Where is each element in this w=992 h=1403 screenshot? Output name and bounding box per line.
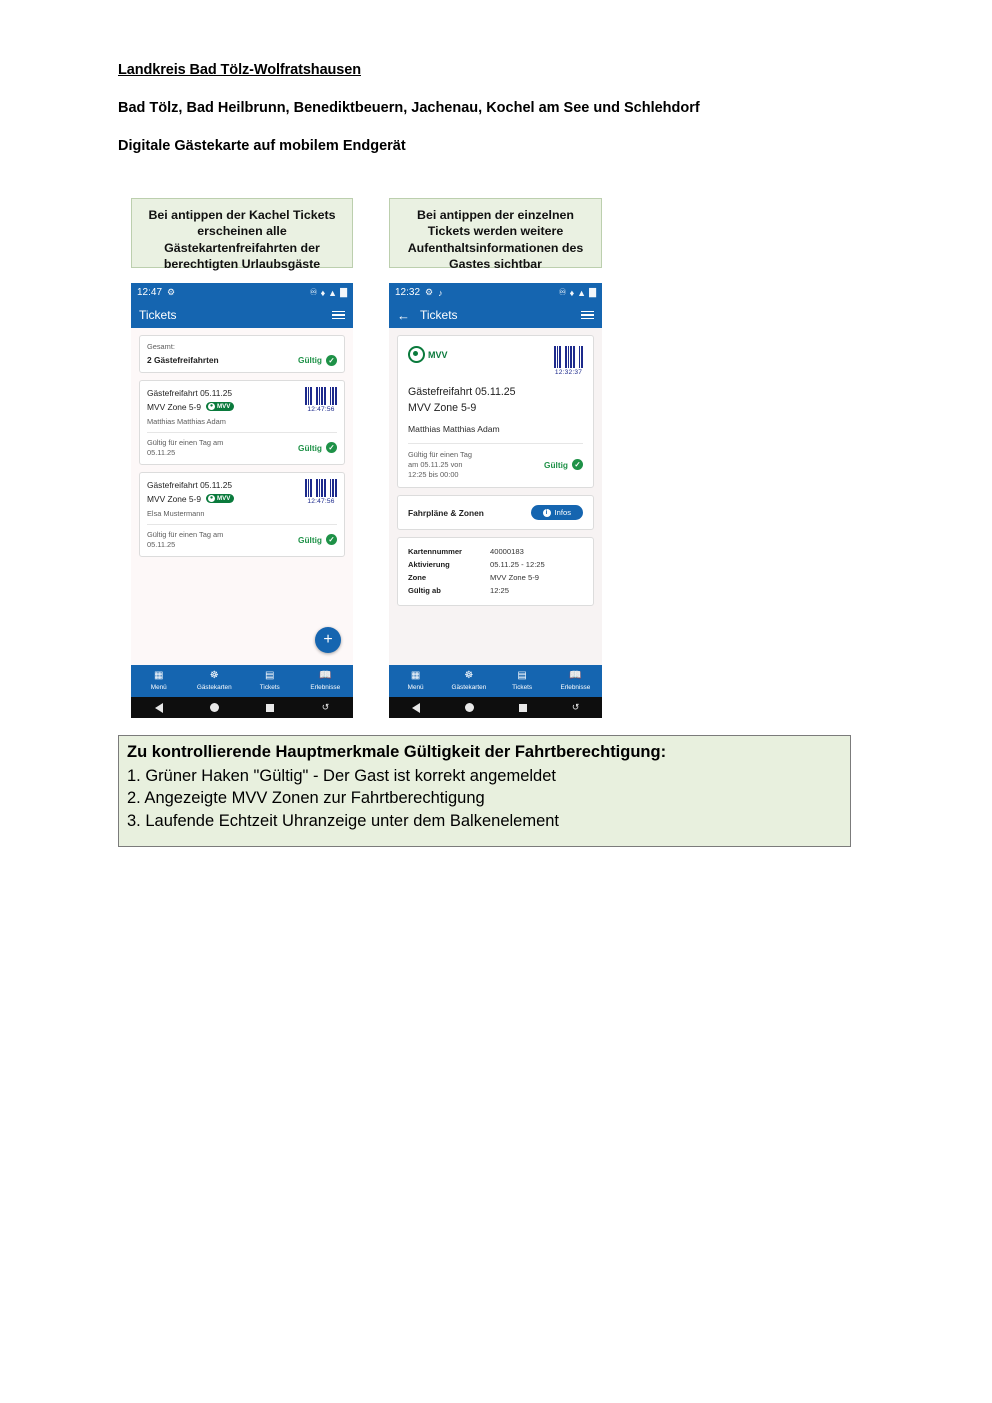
back-icon[interactable] bbox=[412, 703, 420, 713]
check-icon: ✓ bbox=[326, 534, 337, 545]
control-criteria-item-1: 1. Grüner Haken "Gültig" - Der Gast ist korrekt angemeldet bbox=[127, 766, 556, 785]
summary-status bbox=[298, 355, 337, 366]
battery-icon: ▇ bbox=[340, 287, 347, 297]
detail-holder: Matthias Matthias Adam bbox=[408, 423, 500, 434]
barcode-icon bbox=[305, 387, 337, 405]
detail-value: 12:25 bbox=[490, 586, 510, 596]
divider bbox=[147, 432, 337, 433]
ticket-title: Gästefreifahrt 05.11.25 bbox=[147, 387, 233, 398]
plans-card[interactable] bbox=[397, 495, 594, 530]
ticket-holder: Matthias Matthias Adam bbox=[147, 416, 226, 426]
alarm-icon: ⚙ bbox=[425, 287, 434, 297]
check-icon: ✓ bbox=[326, 355, 337, 366]
book-icon: 📖 bbox=[319, 670, 332, 682]
switch-icon[interactable]: ↺ bbox=[571, 702, 580, 712]
barcode-icon bbox=[305, 479, 337, 497]
app-bar-left bbox=[131, 302, 353, 328]
ticket-zone: MVV Zone 5-9 bbox=[147, 401, 201, 412]
barcode-icon bbox=[554, 346, 583, 368]
detail-zone: MVV Zone 5-9 bbox=[408, 401, 477, 414]
ticket-validity: Gültig für einen Tag am 05.11.25 bbox=[147, 437, 224, 457]
detail-value: MVV Zone 5-9 bbox=[490, 573, 539, 583]
grid-icon: ▦ bbox=[410, 670, 421, 682]
summary-label: Gesamt: bbox=[147, 342, 175, 351]
detail-barcode bbox=[554, 346, 583, 376]
plans-label: Fahrpläne & Zonen bbox=[408, 507, 484, 518]
status-bar-left bbox=[131, 283, 353, 302]
detail-value: 40000183 bbox=[490, 547, 524, 557]
status-time-left: 12:47 bbox=[137, 287, 163, 298]
ticket-status bbox=[298, 442, 337, 453]
bottom-nav-right bbox=[389, 665, 602, 697]
book-icon: 📖 bbox=[569, 670, 582, 682]
info-button[interactable]: i Infos bbox=[531, 505, 583, 520]
phone-screenshot-left bbox=[131, 283, 353, 712]
nav-item-erlebnisse[interactable]: 📖 Erlebnisse bbox=[549, 670, 602, 692]
barcode-time: 12:47:56 bbox=[307, 405, 335, 413]
home-icon[interactable] bbox=[210, 703, 219, 712]
control-criteria-box bbox=[118, 735, 851, 847]
detail-row bbox=[408, 586, 583, 595]
dnd-icon: ♾ bbox=[309, 287, 318, 297]
mvv-logo-icon: MVV bbox=[408, 346, 448, 363]
barcode-time: 12:47:56 bbox=[307, 497, 335, 505]
subtitle-digital-card: Digitale Gästekarte auf mobilem Endgerät bbox=[118, 138, 406, 154]
divider bbox=[147, 524, 337, 525]
bottom-nav-left bbox=[131, 665, 353, 697]
alarm-icon: ⚙ bbox=[167, 287, 176, 297]
status-time-right: 12:32 bbox=[395, 287, 421, 298]
ticket-card[interactable] bbox=[139, 380, 345, 465]
control-criteria-item-3: 3. Laufende Echtzeit Uhranzeige unter dem Balkenelement bbox=[127, 811, 560, 830]
dnd-icon: ♪ bbox=[438, 287, 443, 298]
check-icon: ✓ bbox=[572, 459, 583, 470]
callout-right: Bei antippen der einzelnen Tickets werden weitere Aufenthaltsinformationen des Gastes sichtbar bbox=[389, 198, 602, 268]
add-ticket-button[interactable]: + bbox=[315, 627, 341, 653]
detail-key: Aktivierung bbox=[408, 560, 450, 570]
nav-item-erlebnisse[interactable]: 📖 Erlebnisse bbox=[298, 670, 354, 692]
detail-validity-line3: 12:25 bis 00:00 bbox=[408, 469, 459, 479]
control-criteria-title: Zu kontrollierende Hauptmerkmale Gültigkeit der Fahrtberechtigung: bbox=[127, 743, 667, 761]
info-icon: i bbox=[543, 509, 551, 517]
ticket-details-card bbox=[397, 537, 594, 606]
ticket-holder: Elsa Mustermann bbox=[147, 508, 205, 518]
mvv-badge-icon: ● MVV bbox=[206, 402, 234, 411]
summary-value: 2 Gästefreifahrten bbox=[147, 355, 219, 366]
ticket-icon: ▤ bbox=[517, 670, 527, 682]
nav-item-guestcards[interactable]: ☸ Gästekarten bbox=[442, 670, 495, 692]
screen-body-right bbox=[389, 328, 602, 665]
system-nav-right bbox=[389, 697, 602, 718]
nav-item-menu[interactable]: ▦ Menü bbox=[131, 670, 187, 692]
detail-status-label: Gültig bbox=[544, 459, 568, 470]
mvv-badge-icon: ● MVV bbox=[206, 494, 234, 503]
system-nav-left bbox=[131, 697, 353, 718]
ticket-title: Gästefreifahrt 05.11.25 bbox=[147, 479, 233, 490]
ticket-barcode bbox=[305, 479, 337, 505]
detail-validity-line1: Gültig für einen Tag bbox=[408, 449, 472, 459]
wifi-icon: ♦ bbox=[569, 287, 575, 298]
detail-key: Zone bbox=[408, 573, 427, 583]
callout-left: Bei antippen der Kachel Tickets erscheinen alle Gästekartenfreifahrten der berechtigten Urlaubsgäste bbox=[131, 198, 353, 268]
status-bar-right bbox=[389, 283, 602, 302]
grid-icon: ▦ bbox=[154, 670, 164, 682]
detail-row bbox=[408, 573, 583, 582]
dnd-icon: ♾ bbox=[558, 287, 567, 297]
card-icon: ☸ bbox=[209, 670, 219, 682]
back-icon[interactable] bbox=[155, 703, 163, 713]
check-icon: ✓ bbox=[326, 442, 337, 453]
recents-icon[interactable] bbox=[519, 704, 527, 712]
page-title: Landkreis Bad Tölz-Wolfratshausen bbox=[118, 62, 361, 78]
arrow-left-icon[interactable]: ← bbox=[397, 307, 410, 323]
control-criteria-item-2: 2. Angezeigte MVV Zonen zur Fahrtberechtigung bbox=[127, 789, 485, 808]
ticket-card[interactable] bbox=[139, 472, 345, 557]
detail-row bbox=[408, 560, 583, 569]
screen-body-left bbox=[131, 328, 353, 665]
detail-key: Kartennummer bbox=[408, 547, 463, 557]
ticket-barcode bbox=[305, 387, 337, 413]
ticket-status-label: Gültig bbox=[298, 534, 322, 545]
signal-icon: ▲ bbox=[577, 287, 587, 298]
nav-item-menu[interactable]: ▦ Menü bbox=[389, 670, 442, 692]
phone-screenshot-right bbox=[389, 283, 602, 712]
ticket-zone: MVV Zone 5-9 bbox=[147, 493, 201, 504]
detail-barcode-time: 12:32:37 bbox=[554, 369, 583, 376]
detail-validity-line2: am 05.11.25 von bbox=[408, 459, 463, 469]
divider bbox=[408, 443, 583, 444]
switch-icon[interactable]: ↺ bbox=[321, 702, 330, 712]
detail-row bbox=[408, 547, 583, 556]
detail-key: Gültig ab bbox=[408, 586, 441, 596]
nav-item-guestcards[interactable]: ☸ Gästekarten bbox=[187, 670, 243, 692]
app-bar-right bbox=[389, 302, 602, 328]
wifi-icon: ♦ bbox=[320, 287, 326, 298]
detail-status bbox=[544, 459, 583, 470]
document-header bbox=[118, 62, 878, 154]
nav-item-tickets[interactable]: ▤ Tickets bbox=[496, 670, 549, 692]
app-bar-title-right: Tickets bbox=[420, 308, 458, 322]
ticket-status-label: Gültig bbox=[298, 442, 322, 453]
ticket-icon: ▤ bbox=[265, 670, 275, 682]
ticket-detail-card[interactable] bbox=[397, 335, 594, 488]
card-icon: ☸ bbox=[464, 670, 474, 682]
hamburger-icon[interactable] bbox=[581, 311, 594, 320]
signal-icon: ▲ bbox=[328, 287, 338, 298]
municipalities-line: Bad Tölz, Bad Heilbrunn, Benediktbeuern, Jachenau, Kochel am See und Schlehdorf bbox=[118, 100, 700, 116]
detail-title: Gästefreifahrt 05.11.25 bbox=[408, 386, 516, 398]
app-bar-title-left: Tickets bbox=[139, 308, 177, 322]
recents-icon[interactable] bbox=[266, 704, 274, 712]
detail-value: 05.11.25 - 12:25 bbox=[490, 560, 545, 570]
ticket-status bbox=[298, 534, 337, 545]
home-icon[interactable] bbox=[465, 703, 474, 712]
ticket-validity: Gültig für einen Tag am 05.11.25 bbox=[147, 529, 224, 549]
summary-card[interactable] bbox=[139, 335, 345, 373]
summary-status-label: Gültig bbox=[298, 355, 322, 366]
nav-item-tickets[interactable]: ▤ Tickets bbox=[242, 670, 298, 692]
battery-icon: ▇ bbox=[589, 287, 596, 297]
hamburger-icon[interactable] bbox=[332, 311, 345, 320]
